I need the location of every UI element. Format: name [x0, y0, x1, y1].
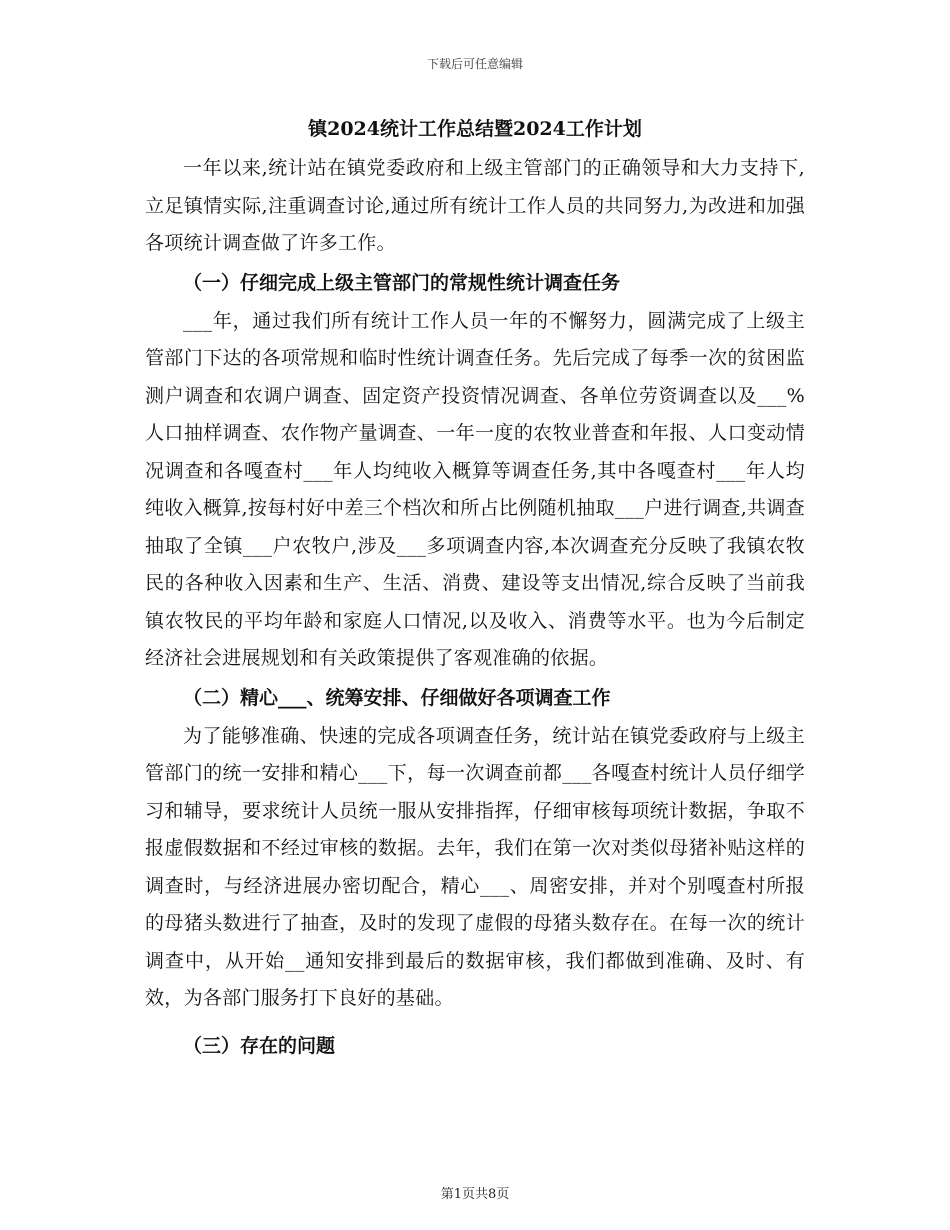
document-title: 镇2024统计工作总结暨2024工作计划 [308, 118, 642, 140]
section-heading-3: （三）存在的问题 [183, 1034, 336, 1057]
document-body [145, 112, 805, 1066]
section-body-1: ___年，通过我们所有统计工作人员一年的不懈努力，圆满完成了上级主管部门下达的各项常规和临时性统计调查任务。先后完成了每季一次的贫困监测户调查和农调户调查、固定资产投资情况调查、各单位劳资调查以及___%人口抽样调查、农作物产量调查、一年一度的农牧业普查和年报、人口变动情况调查和各嘎查村___年人均纯收入概算等调查任务,其中各嘎查村___年人均纯收入概算,按每村好中差三个档次和所占比例随机抽取___户进行调查,共调查抽取了全镇___户农牧户,涉及___多项调查内容,本次调查充分反映了我镇农牧民的各种收入因素和生产、生活、消费、建设等支出情况,综合反映了当前我镇农牧民的平均年龄和家庭人口情况,以及收入、消费等水平。也为今后制定经济社会进展规划和有关政策提供了客观准确的依据。 [145, 309, 805, 669]
page-header-note: 下载后可任意编辑 [426, 57, 523, 71]
section-body-2: 为了能够准确、快速的完成各项调查任务，统计站在镇党委政府与上级主管部门的统一安排和精心___下，每一次调查前都___各嘎查村统计人员仔细学习和辅导，要求统计人员统一服从安排指挥，仔细审核每项统计数据，争取不报虚假数据和不经过审核的数据。去年，我们在第一次对类似母猪补贴这样的调查时，与经济进展办密切配合，精心___、周密安排，并对个别嘎查村所报的母猪头数进行了抽查，及时的发现了虚假的母猪头数存在。在每一次的统计调查中，从开始__通知安排到最后的数据审核，我们都做到准确、及时、有效，为各部门服务打下良好的基础。 [145, 724, 805, 1009]
section-heading-2: （二）精心___、统筹安排、仔细做好各项调查工作 [183, 686, 611, 709]
page-footer-number: 第1页共8页 [440, 1187, 510, 1202]
intro-paragraph: 一年以来,统计站在镇党委政府和上级主管部门的正确领导和大力支持下,立足镇情实际,注重调查讨论,通过所有统计工作人员的共同努力,为改进和加强各项统计调查做了许多工作。 [145, 157, 805, 254]
section-heading-1: （一）仔细完成上级主管部门的常规性统计调查任务 [183, 271, 621, 294]
